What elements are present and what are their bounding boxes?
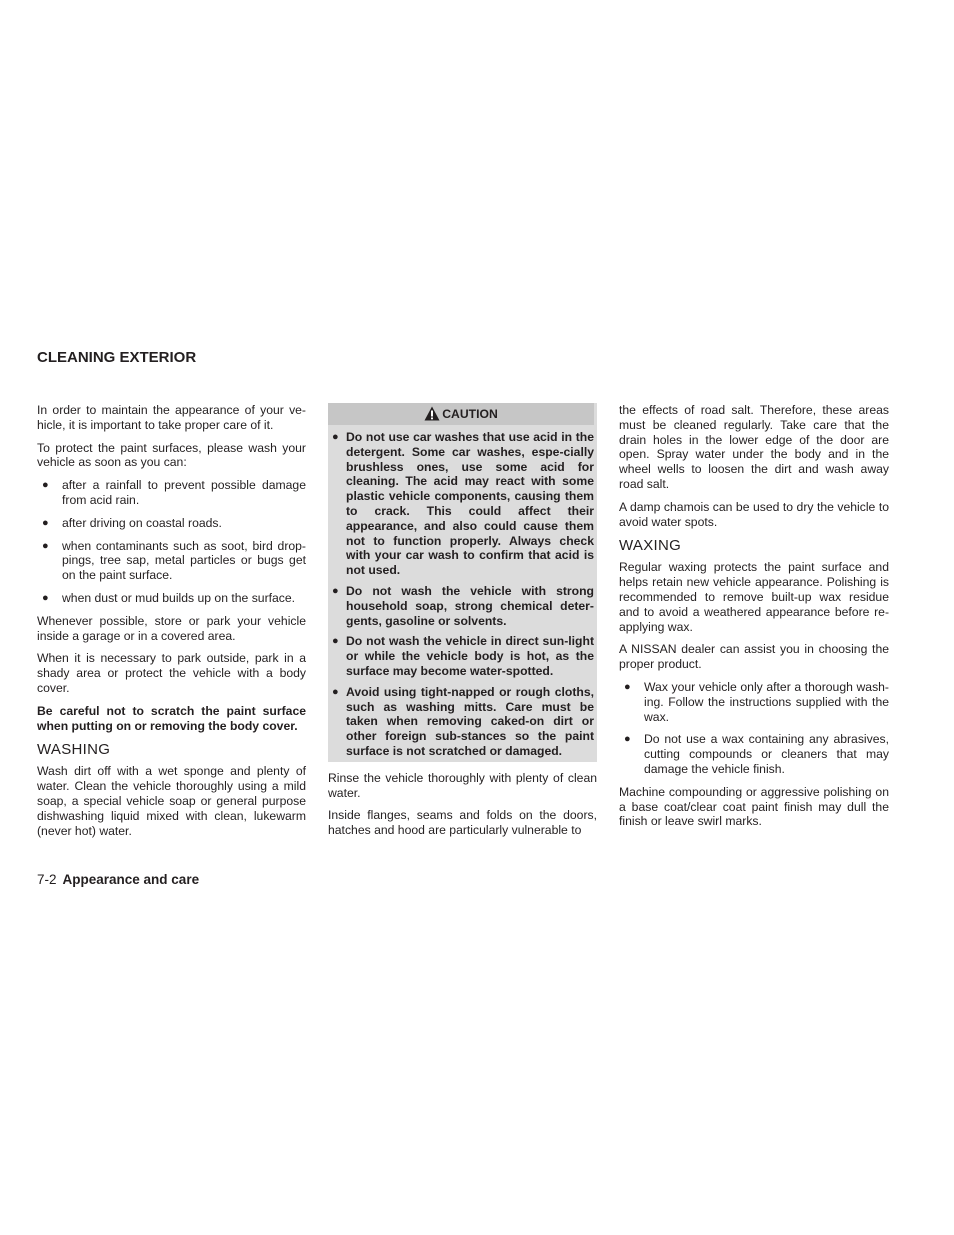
list-item: ● when contaminants such as soot, bird drop-pings, tree sap, metal particles or bugs get on the paint surface. [42, 538, 306, 583]
section-title: CLEANING EXTERIOR [37, 349, 197, 366]
protect-paint-paragraph: To protect the paint surfaces, please wash your vehicle as soon as you can: [37, 440, 306, 470]
washing-paragraph: Wash dirt off with a wet sponge and plenty of water. Clean the vehicle thoroughly using a mild soap, a special vehicle soap or general purpose dishwashing liquid mixed with clean, lukewarm (never hot) water. [37, 764, 306, 838]
column-middle [328, 403, 597, 846]
chamois-paragraph: A damp chamois can be used to dry the vehicle to avoid water spots. [619, 499, 889, 529]
column-left [37, 403, 306, 846]
list-item: ● after driving on coastal roads. [42, 515, 222, 530]
bullet-dot-icon: ● [42, 591, 49, 604]
list-item: ● Wax your vehicle only after a thorough wash-ing. Follow the instructions supplied with the wax. [624, 679, 889, 724]
list-item: ● Do not use a wax containing any abrasives, cutting compounds or cleaners that may damage the vehicle finish. [624, 732, 889, 776]
washing-heading: WASHING [37, 741, 111, 759]
caution-label: CAUTION [442, 407, 498, 421]
body-cover-warning: Be careful not to scratch the paint surface when putting on or removing the body cover. [37, 703, 306, 733]
list-item: ● Do not wash the vehicle with strong household soap, strong chemical deter-gents, gasoline or solvents. [332, 583, 594, 628]
store-paragraph: Whenever possible, store or park your vehicle inside a garage or in a covered area. [37, 613, 306, 643]
caution-box [328, 403, 597, 762]
bullet-dot-icon: ● [624, 733, 631, 746]
dealer-paragraph: A NISSAN dealer can assist you in choosing the proper product. [619, 642, 889, 672]
compounding-paragraph: Machine compounding or aggressive polishing on a base coat/clear coat paint finish may dull the finish or leave swirl marks. [619, 784, 889, 829]
waxing-list [619, 680, 889, 777]
flanges-paragraph: Inside flanges, seams and folds on the doors, hatches and hood are particularly vulnerable to [328, 808, 597, 838]
page-footer [37, 872, 199, 888]
bullet-dot-icon: ● [332, 635, 339, 648]
list-item: ● after a rainfall to prevent possible damage from acid rain. [42, 478, 306, 507]
page-number: 7-2 [37, 872, 57, 887]
road-salt-paragraph: the effects of road salt. Therefore, these areas must be cleaned regularly. Take care that the drain holes in the lower edge of the door are open. Spray water under the body and in the wheel wells to loosen the dirt and wash away road salt. [619, 403, 889, 491]
warning-triangle-icon [424, 406, 440, 421]
intro-paragraph: In order to maintain the appearance of your ve-hicle, it is important to take proper care of it. [37, 403, 306, 432]
bullet-dot-icon: ● [624, 680, 631, 693]
wash-conditions-list [37, 478, 306, 606]
list-item: ● Do not use car washes that use acid in the detergent. Some car washes, espe-cially brushless ones, use some acid for cleaning. The acid may react with some plastic vehicle components, causing them to crack. This could affect their appearance, and also could cause them not to function properly. Always check with your car wash to confirm that acid is not used. [332, 430, 594, 578]
bullet-dot-icon: ● [42, 479, 49, 492]
list-item: ● Avoid using tight-napped or rough cloths, such as washing mitts. Care must be taken when removing caked-on dirt or other foreign sub-stances so the paint surface is not scratched or damaged. [332, 684, 594, 758]
list-item: ● Do not wash the vehicle in direct sun-light or while the vehicle body is hot, as the surface may become water-spotted. [332, 634, 594, 678]
caution-header [328, 403, 594, 425]
park-outside-paragraph: When it is necessary to park outside, park in a shady area or protect the vehicle with a body cover. [37, 651, 306, 695]
bullet-dot-icon: ● [332, 685, 339, 698]
bullet-dot-icon: ● [332, 431, 339, 443]
chapter-title: Appearance and care [62, 872, 200, 887]
waxing-heading: WAXING [619, 537, 682, 555]
waxing-paragraph: Regular waxing protects the paint surface and helps retain new vehicle appearance. Polishing is recommended to remove built-up wax residue and to avoid a weathered appearance before re-applying wax. [619, 560, 889, 634]
bullet-dot-icon: ● [332, 584, 339, 597]
caution-list [328, 430, 594, 759]
bullet-dot-icon: ● [42, 516, 49, 529]
column-right [619, 403, 889, 837]
bullet-dot-icon: ● [42, 539, 49, 552]
list-item: ● when dust or mud builds up on the surface. [42, 590, 296, 605]
rinse-paragraph: Rinse the vehicle thoroughly with plenty of clean water. [328, 770, 597, 800]
